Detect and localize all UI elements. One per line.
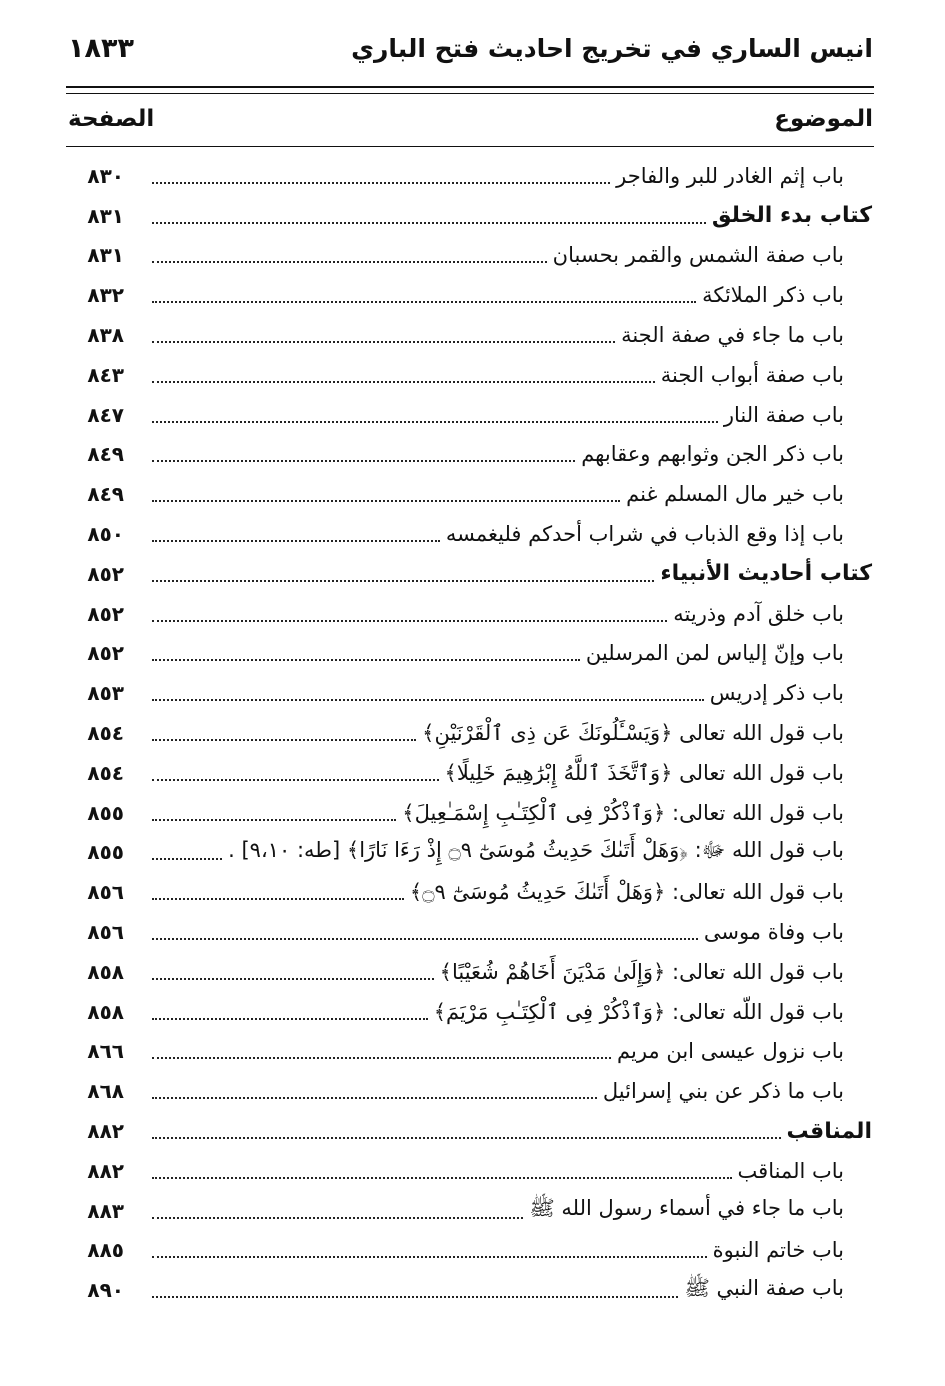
- toc-entry-title: باب ما جاء في صفة الجنة: [621, 323, 844, 348]
- toc-book-entry: [66, 196, 874, 236]
- dot-leader: [152, 580, 654, 582]
- dot-leader: [152, 858, 222, 860]
- toc-entry: [66, 315, 874, 355]
- dot-leader: [152, 739, 416, 741]
- header-rule-thin: [66, 93, 874, 94]
- toc-entry: [66, 833, 874, 873]
- toc-entry-title: باب قول اللّه تعالى: ﴿وَٱذْكُرْ فِى ٱلْكِتَـٰبِ مَرْيَمَ﴾: [433, 999, 844, 1024]
- toc-entry-page: ٨٦٨: [87, 1079, 124, 1104]
- dot-leader: [152, 460, 575, 462]
- toc-entry: [66, 673, 874, 713]
- toc-entry-title: باب خير مال المسلم غنم: [626, 482, 844, 507]
- toc-entry: [66, 156, 874, 196]
- dot-leader: [152, 341, 615, 343]
- dot-leader: [152, 1018, 428, 1020]
- toc-entry-title: باب قول الله تعالى: ﴿وَهَلْ أَتَىٰكَ حَدِيثُ مُوسَىٰٓ ۝٩﴾: [409, 880, 844, 905]
- dot-leader: [152, 1256, 707, 1258]
- dot-leader: [152, 182, 610, 184]
- toc-entry-page: ٨٥٨: [87, 999, 124, 1024]
- toc-entry: [66, 514, 874, 554]
- toc-entry: [66, 435, 874, 475]
- toc-entry-page: ٨٥٥: [87, 800, 124, 825]
- toc-entry: [66, 395, 874, 435]
- toc-entry-title: باب قول الله ﷻ: ﴿وَهَلْ أَتَىٰكَ حَدِيثُ مُوسَىٰٓ ۝٩ إِذْ رَءَا نَارًا﴾ [طه: ٩،١٠] .: [228, 837, 844, 862]
- toc-entry-title: باب قول الله تعالى ﴿وَٱتَّخَذَ ٱللَّهُ إِبْرَٰهِيمَ خَلِيلًا﴾: [444, 760, 844, 785]
- toc-entry-title: باب وإنّ إلياس لمن المرسلين: [585, 641, 844, 666]
- toc-entry-title: باب صفة النبي ﷺ: [684, 1275, 844, 1300]
- toc-entry-title: باب نزول عيسى ابن مريم: [617, 1039, 844, 1064]
- toc-entry: [66, 1270, 874, 1310]
- toc-entry-page: ٨٥٤: [87, 721, 124, 746]
- dot-leader: [152, 1057, 611, 1059]
- dot-leader: [152, 779, 439, 781]
- column-header-rule: [66, 146, 874, 147]
- toc-entry: [66, 1071, 874, 1111]
- toc-entry-page: ٨٣٠: [87, 163, 124, 188]
- toc-entry-title: باب إثم الغادر للبر والفاجر: [616, 163, 844, 188]
- toc-entry-title: باب ذكر الملائكة: [702, 283, 844, 308]
- toc-entry: [66, 793, 874, 833]
- page-number: ١٨٣٣: [68, 33, 134, 64]
- toc-entry: [66, 1151, 874, 1191]
- dot-leader: [152, 1217, 523, 1219]
- dot-leader: [152, 978, 434, 980]
- dot-leader: [152, 659, 580, 661]
- dot-leader: [152, 500, 620, 502]
- toc-entry-title: باب خاتم النبوة: [712, 1238, 844, 1263]
- dot-leader: [152, 421, 718, 423]
- toc-entry-page: ٨٥٢: [87, 601, 124, 626]
- header-rule: [66, 86, 874, 88]
- toc-entry-page: ٨٥٢: [87, 561, 124, 586]
- toc-entry-page: ٨٦٦: [87, 1039, 124, 1064]
- toc-entry: [66, 355, 874, 395]
- toc-entry-title: باب قول الله تعالى ﴿وَيَسْـَٔلُونَكَ عَن ذِى ٱلْقَرْنَيْنِ﴾: [422, 721, 844, 746]
- toc-entry: [66, 275, 874, 315]
- dot-leader: [152, 620, 667, 622]
- dot-leader: [152, 1097, 597, 1099]
- toc-entry-page: ٨٤٣: [87, 362, 124, 387]
- toc-entry-page: ٨٥٣: [87, 681, 124, 706]
- toc-entry-title: كتاب أحاديث الأنبياء: [660, 561, 872, 587]
- toc-entry: [66, 1231, 874, 1271]
- toc-entry-page: ٨٨٣: [87, 1198, 124, 1223]
- column-header-topic: الموضوع: [774, 106, 873, 132]
- dot-leader: [152, 699, 704, 701]
- toc-entry-page: ٨٣١: [87, 203, 124, 228]
- dot-leader: [152, 1296, 678, 1298]
- toc-entry-title: باب إذا وقع الذباب في شراب أحدكم فليغمسه: [445, 522, 844, 547]
- toc-entry: [66, 474, 874, 514]
- toc-entry-page: ٨٥٨: [87, 959, 124, 984]
- dot-leader: [152, 1137, 781, 1139]
- toc-entry-page: ٨٤٧: [87, 402, 124, 427]
- toc-entry: [66, 952, 874, 992]
- toc-entry-title: باب ذكر إدريس: [709, 681, 844, 706]
- toc-entry-page: ٨٤٩: [87, 482, 124, 507]
- toc-book-entry: [66, 554, 874, 594]
- toc-entry-page: ٨٤٩: [87, 442, 124, 467]
- toc-entry-page: ٨٣٢: [87, 283, 124, 308]
- toc-entry-title: باب وفاة موسى: [703, 920, 844, 945]
- toc-entry-title: كتاب بدء الخلق: [711, 203, 872, 229]
- running-title: انيس الساري في تخريج احاديث فتح الباري: [351, 34, 873, 63]
- table-of-contents: [66, 156, 874, 1310]
- toc-entry: [66, 753, 874, 793]
- toc-entry-title: باب صفة النار: [723, 402, 844, 427]
- dot-leader: [152, 819, 396, 821]
- toc-book-entry: [66, 1111, 874, 1151]
- dot-leader: [152, 938, 698, 940]
- toc-entry-title: المناقب: [786, 1118, 872, 1144]
- dot-leader: [152, 222, 706, 224]
- toc-entry: [66, 912, 874, 952]
- toc-entry: [66, 992, 874, 1032]
- toc-entry-page: ٨٥٠: [87, 522, 124, 547]
- toc-entry-page: ٨٥٤: [87, 760, 124, 785]
- toc-entry: [66, 594, 874, 634]
- toc-entry: [66, 872, 874, 912]
- toc-entry-title: باب قول الله تعالى: ﴿وَٱذْكُرْ فِى ٱلْكِتَـٰبِ إِسْمَـٰعِيلَ﴾: [402, 800, 844, 825]
- toc-entry-title: باب ما ذكر عن بني إسرائيل: [602, 1079, 844, 1104]
- toc-entry-page: ٨٩٠: [87, 1278, 124, 1303]
- toc-entry-page: ٨٨٢: [87, 1119, 124, 1144]
- dot-leader: [152, 261, 547, 263]
- toc-entry-title: باب ذكر الجن وثوابهم وعقابهم: [581, 442, 844, 467]
- toc-entry-page: ٨٣١: [87, 243, 124, 268]
- toc-entry-page: ٨٥٦: [87, 880, 124, 905]
- toc-entry: [66, 236, 874, 276]
- toc-entry-page: ٨٥٥: [87, 840, 124, 865]
- dot-leader: [152, 540, 440, 542]
- toc-entry-title: باب صفة أبواب الجنة: [660, 362, 844, 387]
- toc-entry-page: ٨٨٢: [87, 1158, 124, 1183]
- toc-entry-title: باب خلق آدم وذريته: [673, 601, 844, 626]
- toc-entry-title: باب المناقب: [737, 1158, 844, 1183]
- dot-leader: [152, 381, 655, 383]
- toc-entry-page: ٨٥٦: [87, 920, 124, 945]
- toc-entry-title: باب صفة الشمس والقمر بحسبان: [552, 243, 844, 268]
- toc-entry: [66, 1191, 874, 1231]
- toc-entry-page: ٨٣٨: [87, 323, 124, 348]
- toc-entry-page: ٨٨٥: [87, 1238, 124, 1263]
- toc-entry: [66, 713, 874, 753]
- toc-entry: [66, 1032, 874, 1072]
- dot-leader: [152, 898, 404, 900]
- toc-entry-title: باب قول الله تعالى: ﴿وَإِلَىٰ مَدْيَنَ أَخَاهُمْ شُعَيْبًا﴾: [439, 959, 844, 984]
- toc-entry-title: باب ما جاء في أسماء رسول الله ﷺ: [529, 1196, 844, 1221]
- dot-leader: [152, 301, 696, 303]
- dot-leader: [152, 1177, 732, 1179]
- column-header-page: الصفحة: [68, 106, 155, 132]
- toc-entry-page: ٨٥٢: [87, 641, 124, 666]
- toc-entry: [66, 634, 874, 674]
